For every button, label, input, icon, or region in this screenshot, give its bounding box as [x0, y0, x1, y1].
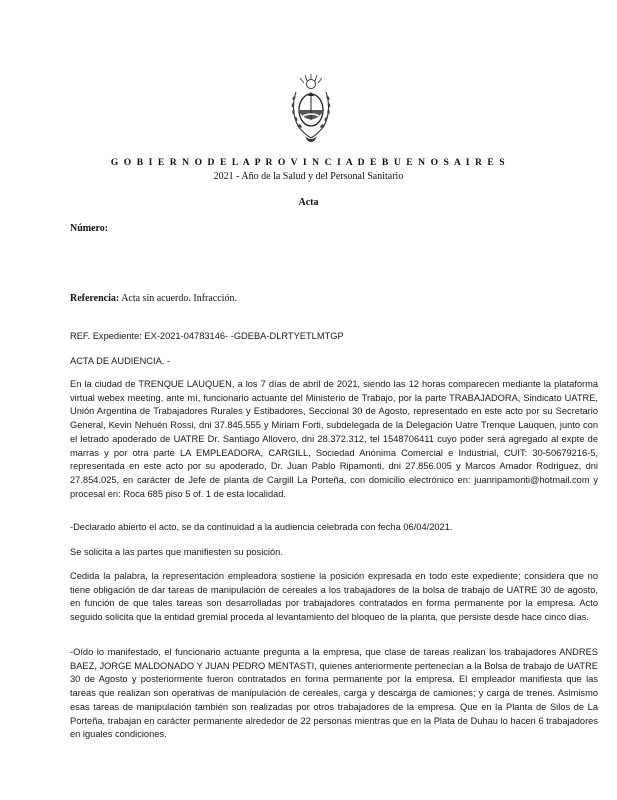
province-coat-of-arms-icon: [288, 72, 334, 144]
referencia-line: [70, 293, 237, 304]
government-header: G O B I E R N O D E L A P R O V I N C I A D E B U E N O S A I R E S: [110, 157, 507, 168]
ref-expediente: REF. Expediente: EX-2021-04783146- -GDEBA-DLRTYETLMTGP: [70, 331, 344, 341]
acta-title: ACTA DE AUDIENCIA. -: [70, 356, 171, 366]
year-motto: 2021 - Año de la Salud y del Personal Sanitario: [213, 171, 404, 182]
referencia-value: Acta sin acuerdo. Infracción.: [121, 293, 237, 304]
numero-label: Número:: [70, 223, 109, 234]
paragraph-declarado: -Declarado abierto el acto, se da continuidad a la audiencia celebrada con fecha 06/04/2021.: [70, 522, 453, 532]
paragraph-oido: -Oído lo manifestado, el funcionario actuante pregunta a la empresa, que clase de tareas realizan los trabajadores ANDRES BAEZ, JORGE MALDONADO Y JUAN PEDRO MENTASTI, quienes anteriormente pertenecían a la Bolsa de trabajo de UATRE 30 de Agosto y posteriormente fueron contratados en forma permanente por la empresa. El empleador manifiesta que las tareas que realizan son operativas de manipulación de cereales, carga y descarga de camiones; y carga de trenes. Asimismo esas tareas de manipulación también son realizadas por otros trabajadores de la empresa. Que en la Planta de Silos de La Porteña, trabajan en carácter permanente alrededor de 22 personas mientras que en la Plata de Duhau lo hacen 6 trabajadores en iguales condiciones.: [70, 647, 598, 740]
referencia-label: Referencia:: [70, 293, 120, 304]
paragraph-cedida: Cedida la palabra, la representación empleadora sostiene la posición expresada en todo este expediente; considera que no tiene obligación de dar tareas de manipulación de cereales a los trabajadores de la bolsa de trabajo de UATRE 30 de agosto, en función de que tales tareas son desarrolladas por trabajadores contratados en forma permanente por la empresa. Acto seguido solicita que la entidad gremial proceda al levantamiento del bloqueo de la planta, que persiste desde hace cinco días.: [70, 571, 598, 623]
document-type-title: Acta: [298, 197, 319, 208]
paragraph-intro: En la ciudad de TRENQUE LAUQUEN, a los 7 días de abril de 2021, siendo las 12 horas comparecen mediante la plataforma virtual webex meeting, ante mí, funcionario actuante del Ministerio de Trabajo, por la parte TRABAJADORA, Sindicato UATRE, Unión Argentina de Trabajadores Rurales y Estibadores, Seccional 30 de Agosto, representado en este acto por su Secretario General, Kevin Nehuén Rossi, dni 37.845.555 y Miriam Forti, subdelegada de la Delegación Uatre Trenque Lauquen, junto con el letrado apoderado de UATRE Dr. Santiago Allovero, dni 28.372.312, tel 1548706411 cuyo poder será agregado al expte de marras y por otra parte LA EMPLEADORA, CARGILL, Sociedad Anónima Comercial e Industrial, CUIT: 30-50679216-5, representada en este acto por su apoderado, Dr. Juan Pablo Ripamonti, dni 27.856.005 y Marcos Amador Rodriguez, dni 27.854.025, en carácter de Jefe de planta de Cargill La Porteña, con domicilio electrónico en: juanripamonti@hotmail.com y procesal en: Roca 685 piso 5 of. 1 de esta localidad.: [70, 379, 598, 499]
paragraph-solicita: Se solicita a las partes que manifiesten su posición.: [70, 547, 283, 557]
